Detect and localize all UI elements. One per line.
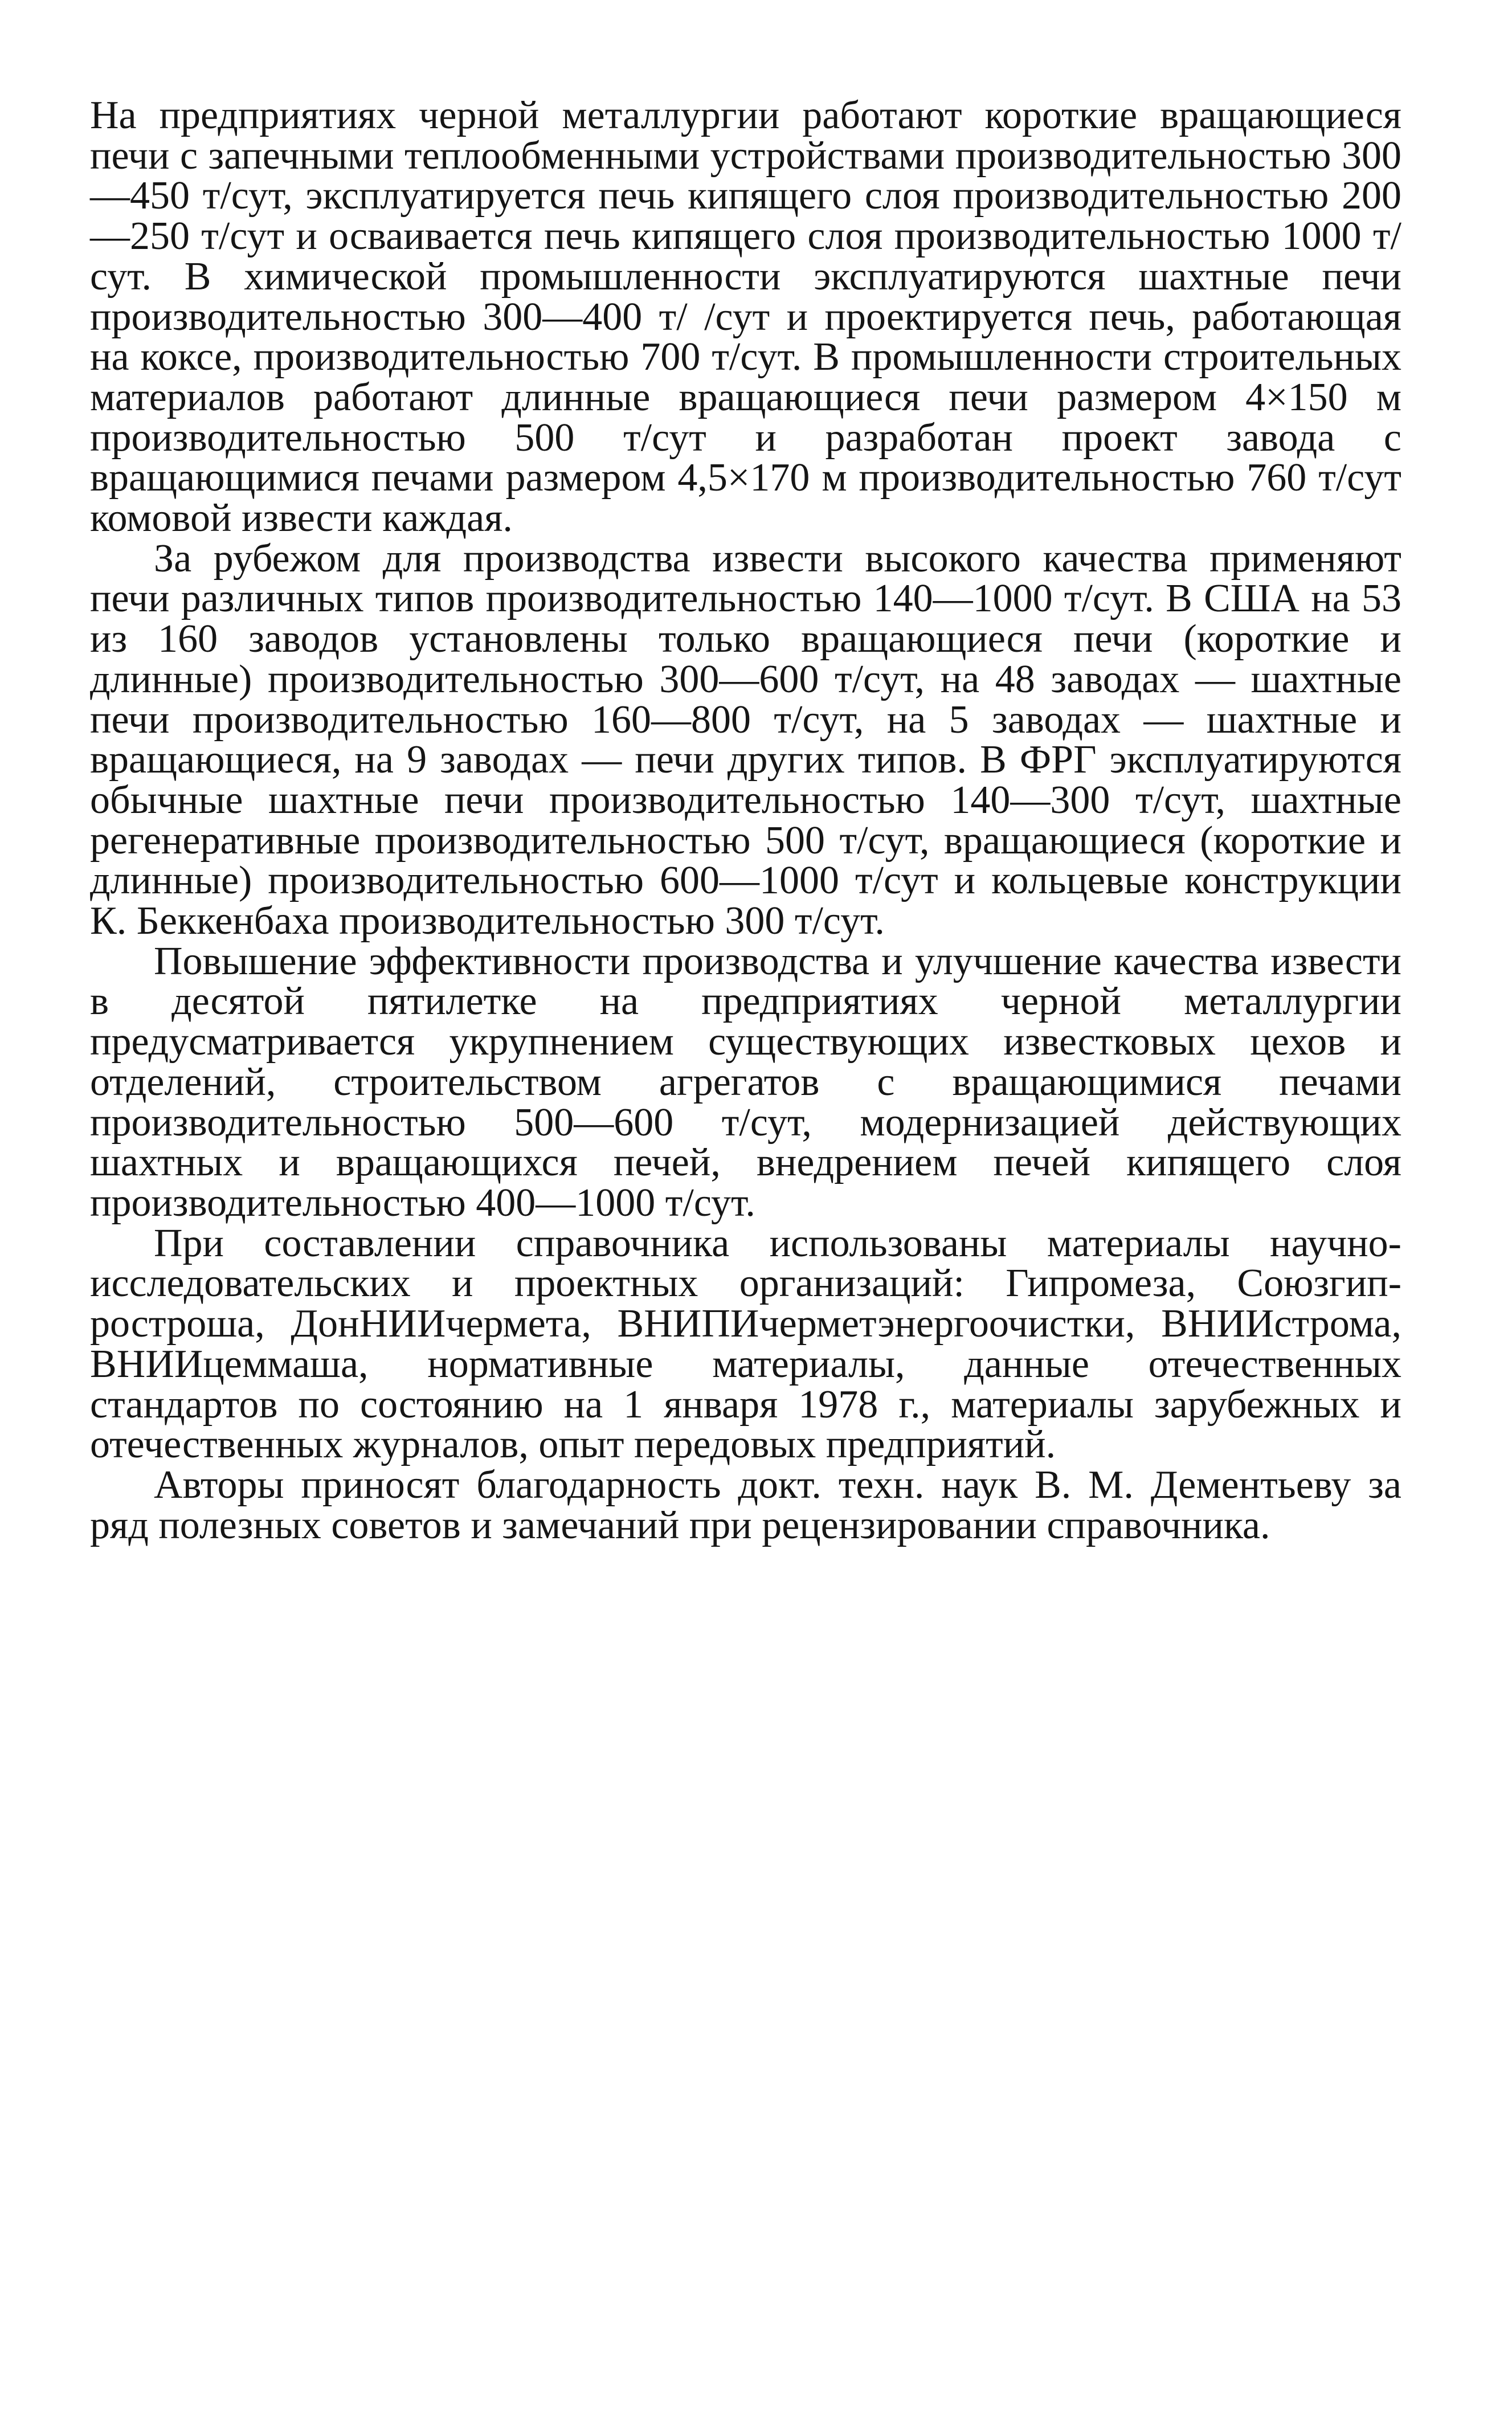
paragraph-foreign-practice: За рубежом для производства извести высокого качества применяют печи различных типов производительностью 140—1000 т/сут. В США на 53 из 160 заводов установлены только вращающиеся печи (короткие и длинные) производительностью 300—600 т/сут, на 48 заводах — шахтные печи производительностью 160—800 т/сут, на 5 заводах — шахтные и вращающиеся, на 9 заводах — печи других типов. В ФРГ эксплуатируются обычные шахтные печи производительностью 140—300 т/сут, шахтные регенеративные производительностью 500 т/сут, вращающиеся (короткие и длинные) производительностью 600—1000 т/сут и кольцевые конструкции К. Беккенбаха производительностью 300 т/сут. <box>90 536 1401 943</box>
paragraph-efficiency-improvement: Повышение эффективности производства и улучшение качества извести в десятой пятилетке на предприятиях черной металлургии предусматривается укрупнением существующих известковых цехов и отделений, строительством агрегатов с вращающимися печами производительностью 500—600 т/сут, модернизацией действующих шахтных и вращающихся печей, внедрением печей кипящего слоя производительностью 400—1000 т/сут. <box>90 939 1401 1225</box>
paragraph-acknowledgements: Авторы приносят благодарность докт. техн. наук В. М. Дементьеву за ряд полезных советов и замечаний при рецензировании справочника. <box>90 1462 1401 1547</box>
paragraph-sources: При составлении справочника использованы материалы научно-исследовательских и проектных организаций: Гипромеза, Союзгипростроша, ДонНИИчермета, ВНИПИчерметэнергоочистки, ВНИИстрома, ВНИИцеммаша, нормативные материалы, данные отечественных стандартов по состоянию на 1 января 1978 г., материалы зарубежных и отечественных журналов, опыт передовых предприятий. <box>90 1221 1401 1467</box>
document-page <box>90 93 1401 1547</box>
paragraph-domestic-ferrous-chemical-building: На предприятиях черной металлургии работают короткие вращающиеся печи с запечными теплообменными устройствами производительностью 300—450 т/сут, эксплуатируется печь кипящего слоя производительностью 200—250 т/сут и осваивается печь кипящего слоя производительностью 1000 т/сут. В химической промышленности эксплуатируются шахтные печи производительностью 300—400 т/ /сут и проектируется печь, работающая на коксе, производительностью 700 т/сут. В промышленности строительных материалов работают длинные вращающиеся печи размером 4×150 м производительностью 500 т/сут и разработан проект завода с вращающимися печами размером 4,5×170 м производительностью 760 т/сут комовой извести каждая. <box>90 93 1401 541</box>
